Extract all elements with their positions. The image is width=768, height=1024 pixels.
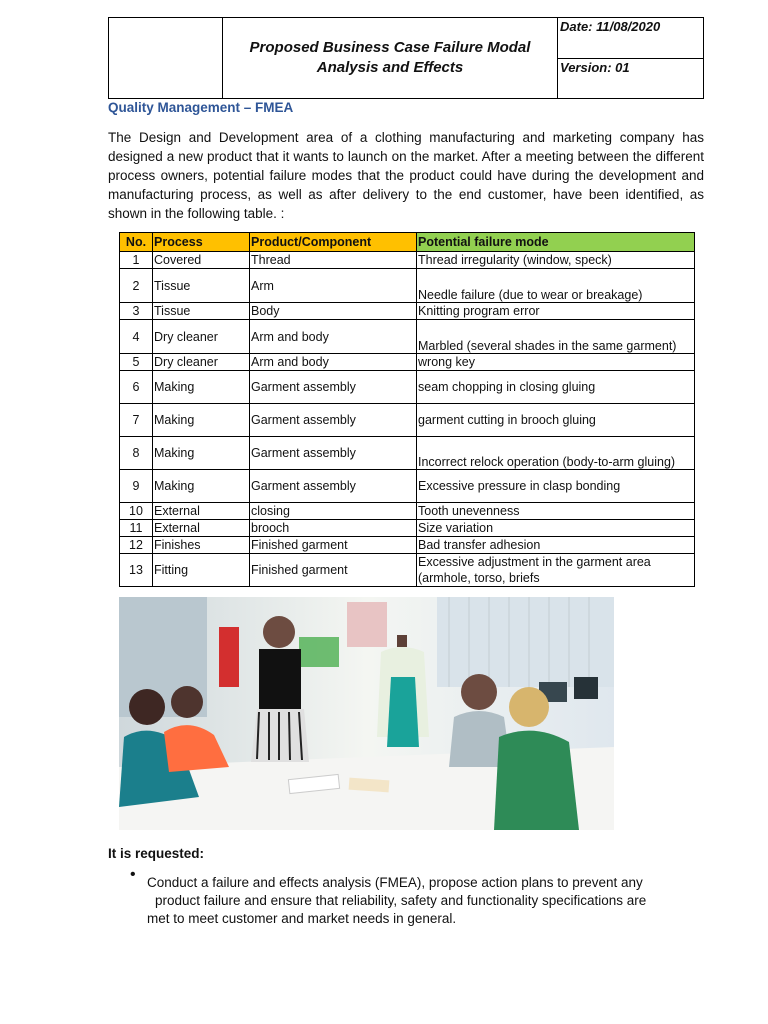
document-version: Version: 01	[560, 59, 630, 75]
cell-component: Thread	[250, 252, 417, 269]
document-date: Date: 11/08/2020	[558, 18, 703, 59]
cell-failure: Marbled (several shades in the same garment)	[417, 320, 695, 354]
cell-no: 8	[120, 437, 153, 470]
cell-process: Making	[153, 404, 250, 437]
cell-process: Making	[153, 437, 250, 470]
cell-process: Tissue	[153, 303, 250, 320]
table-row	[120, 503, 695, 520]
header-process: Process	[153, 233, 250, 252]
cell-no: 2	[120, 269, 153, 303]
table-row	[120, 303, 695, 320]
cell-no: 10	[120, 503, 153, 520]
cell-component: Garment assembly	[250, 404, 417, 437]
cell-component: brooch	[250, 520, 417, 537]
cell-process: Finishes	[153, 537, 250, 554]
cell-no: 1	[120, 252, 153, 269]
table-row	[120, 354, 695, 371]
table-row	[120, 371, 695, 404]
team-meeting-illustration	[119, 597, 614, 830]
task-text	[147, 874, 704, 928]
cell-process: Making	[153, 371, 250, 404]
task-line-2: product failure and ensure that reliability, safety and functionality specifications are	[155, 893, 647, 908]
document-meta	[558, 18, 703, 98]
cell-no: 7	[120, 404, 153, 437]
task-line-3: met to meet customer and market needs in general.	[147, 911, 457, 926]
cell-process: Dry cleaner	[153, 354, 250, 371]
cell-failure: Size variation	[417, 520, 695, 537]
cell-no: 3	[120, 303, 153, 320]
table-row	[120, 520, 695, 537]
cell-process: External	[153, 503, 250, 520]
cell-process: Covered	[153, 252, 250, 269]
cell-process: Fitting	[153, 554, 250, 587]
table-row	[120, 554, 695, 587]
document-title: Proposed Business Case Failure Modal Analysis and Effects	[223, 18, 558, 98]
cell-process: External	[153, 520, 250, 537]
header-failure-mode: Potential failure mode	[417, 233, 695, 252]
team-meeting-photo	[119, 597, 614, 830]
table-row	[120, 252, 695, 269]
cell-failure: Incorrect relock operation (body-to-arm gluing)	[417, 437, 695, 470]
table-row	[120, 269, 695, 303]
cell-no: 6	[120, 371, 153, 404]
section-heading: Quality Management – FMEA	[108, 100, 294, 115]
cell-failure: Tooth unevenness	[417, 503, 695, 520]
cell-failure: Knitting program error	[417, 303, 695, 320]
cell-no: 5	[120, 354, 153, 371]
cell-failure: seam chopping in closing gluing	[417, 371, 695, 404]
document-header	[108, 17, 704, 99]
cell-no: 12	[120, 537, 153, 554]
cell-component: closing	[250, 503, 417, 520]
requested-label: It is requested:	[108, 846, 205, 861]
task-line-1: Conduct a failure and effects analysis (FMEA), propose action plans to prevent any	[147, 875, 643, 890]
cell-component: Garment assembly	[250, 371, 417, 404]
bullet-icon: •	[130, 866, 136, 883]
cell-component: Finished garment	[250, 537, 417, 554]
cell-process: Making	[153, 470, 250, 503]
cell-no: 4	[120, 320, 153, 354]
intro-paragraph: The Design and Development area of a clothing manufacturing and marketing company has designed a new product that it wants to launch on the market. After a meeting between the different process owners, potential failure modes that the product could have during the development and manufacturing process, as well as after delivery to the end customer, have been identified, as shown in the following table. :	[108, 130, 704, 221]
table-row	[120, 320, 695, 354]
cell-component: Finished garment	[250, 554, 417, 587]
header-component: Product/Component	[250, 233, 417, 252]
table-row	[120, 437, 695, 470]
cell-component: Arm and body	[250, 354, 417, 371]
cell-no: 11	[120, 520, 153, 537]
logo-cell	[109, 18, 223, 98]
cell-failure: wrong key	[417, 354, 695, 371]
fmea-table	[119, 232, 695, 587]
cell-failure: Excessive adjustment in the garment area (armhole, torso, briefs	[417, 554, 695, 587]
cell-failure: Excessive pressure in clasp bonding	[417, 470, 695, 503]
cell-process: Tissue	[153, 269, 250, 303]
table-row	[120, 470, 695, 503]
header-no: No.	[120, 233, 153, 252]
cell-no: 9	[120, 470, 153, 503]
table-row	[120, 537, 695, 554]
cell-component: Arm	[250, 269, 417, 303]
cell-component: Garment assembly	[250, 470, 417, 503]
table-header-row	[120, 233, 695, 252]
cell-component: Body	[250, 303, 417, 320]
cell-no: 13	[120, 554, 153, 587]
cell-failure: Bad transfer adhesion	[417, 537, 695, 554]
table-row	[120, 404, 695, 437]
cell-component: Garment assembly	[250, 437, 417, 470]
cell-component: Arm and body	[250, 320, 417, 354]
cell-failure: garment cutting in brooch gluing	[417, 404, 695, 437]
cell-process: Dry cleaner	[153, 320, 250, 354]
cell-failure: Needle failure (due to wear or breakage)	[417, 269, 695, 303]
cell-failure: Thread irregularity (window, speck)	[417, 252, 695, 269]
